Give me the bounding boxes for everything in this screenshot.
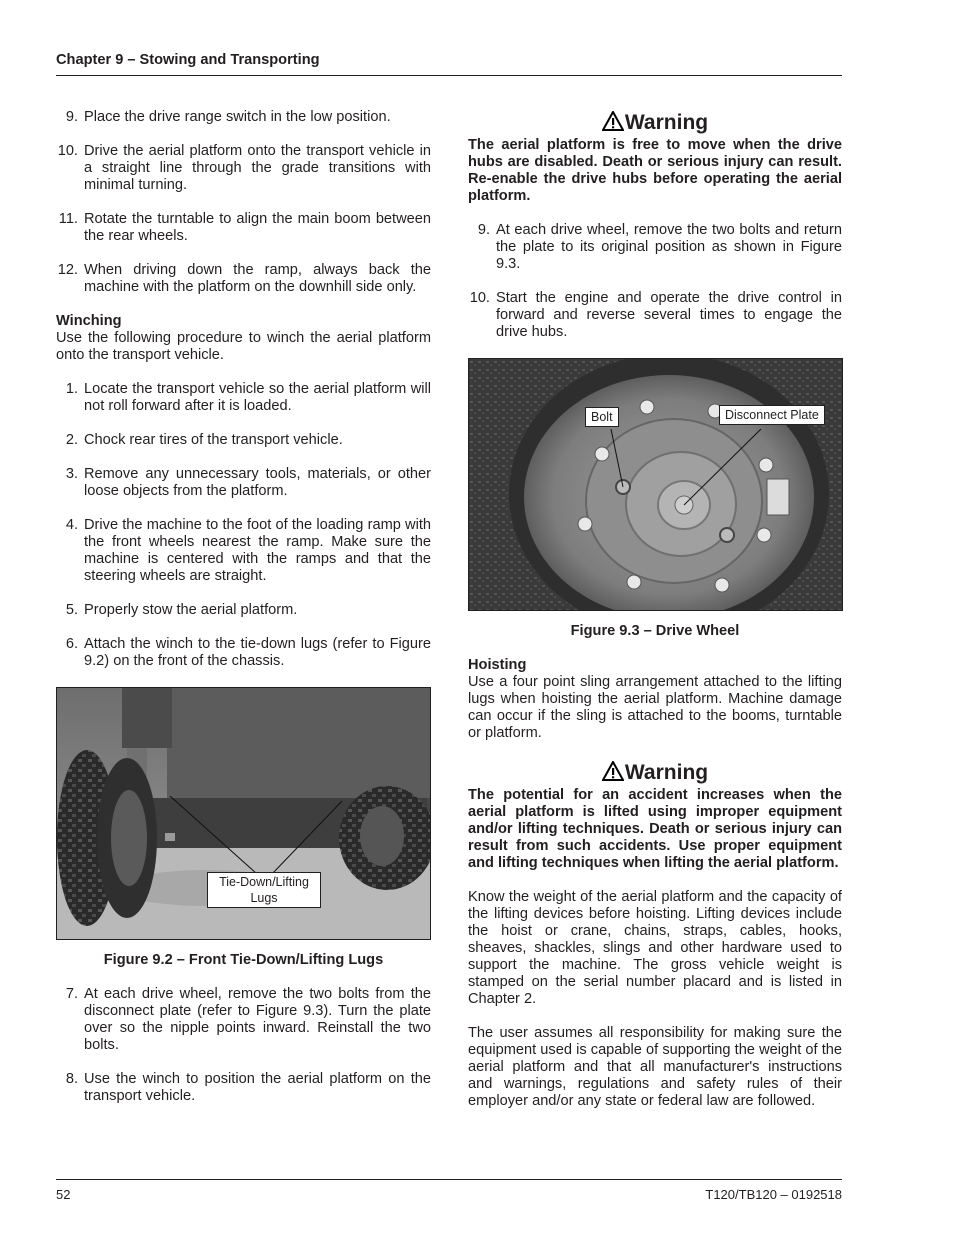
steps-list-c: [56, 986, 431, 1105]
responsibility-paragraph: The user assumes all responsibility for making sure the equipment used is capable of supporting the weight of the aerial platform and that all manufacturer's instructions and warnings, regulations and safety rules of their employer and/or any state or federal law are followed.: [468, 1025, 842, 1109]
steps-list-a: [56, 109, 431, 296]
list-item: 7. At each drive wheel, remove the two bolts from the disconnect plate (refer to Figure 9.3). Turn the plate over so the nipple points inward. Reinstall the two bolts.: [65, 986, 431, 1053]
list-item: 10. Drive the aerial platform onto the transport vehicle in a straight line through the grade transitions with minimal turning.: [57, 143, 431, 193]
document-id: T120/TB120 – 0192518: [705, 1187, 842, 1202]
warning-triangle-icon: [602, 111, 624, 131]
list-item: 6. Attach the winch to the tie-down lugs (refer to Figure 9.2) on the front of the chassis.: [65, 636, 431, 669]
figure-9-3-caption: Figure 9.3 – Drive Wheel: [570, 623, 740, 639]
list-item: 2. Chock rear tires of the transport vehicle.: [65, 432, 343, 448]
list-item: 8. Use the winch to position the aerial platform on the transport vehicle.: [65, 1071, 431, 1104]
list-item: 5. Properly stow the aerial platform.: [65, 602, 298, 618]
footer-divider: [56, 1179, 842, 1180]
figure-9-2-photo: [56, 687, 431, 940]
figure-9-2-caption: Figure 9.2 – Front Tie-Down/Lifting Lugs: [103, 952, 384, 968]
left-column: [56, 109, 431, 1122]
weight-paragraph: Know the weight of the aerial platform and the capacity of the lifting devices before hoisting. Lifting devices include the hoist or crane, chains, straps, cables, hooks, sheaves, shackles, slings and other hardware used to support the machine. The gross vehicle weight is stamped on the serial number placard and is listed in Chapter 2.: [468, 889, 842, 1007]
warning-text-2: The potential for an accident increases when the aerial platform is lifted using improper equipment and/or lifting techniques. Death or serious injury can result from such accidents. Use proper equipment and lifting techniques when lifting the aerial platform.: [468, 787, 842, 871]
list-item: 4. Drive the machine to the foot of the loading ramp with the front wheels nearest the ramp. Make sure the machine is centered with the ramps and that the steering wheels are straight.: [65, 517, 431, 584]
callout-bolt: Bolt: [585, 407, 619, 427]
warning-triangle-icon: [602, 761, 624, 781]
figure-9-3-photo: [468, 358, 843, 611]
hoisting-intro: Use a four point sling arrangement attached to the lifting lugs when hoisting the aerial platform. Machine damage can occur if the sling is attached to the booms, turntable or platform.: [468, 674, 842, 741]
list-item: 11. Rotate the turntable to align the main boom between the rear wheels.: [58, 211, 431, 244]
drive-wheel-photo: [469, 359, 842, 610]
hoisting-heading: Hoisting: [468, 657, 527, 673]
warning-heading-1: Warning: [468, 109, 842, 135]
list-item: 12. When driving down the ramp, always back the machine with the platform on the downhill side only.: [57, 262, 431, 295]
right-column: [468, 109, 842, 1127]
page-number: 52: [56, 1187, 71, 1202]
list-item: 10. Start the engine and operate the drive control in forward and reverse several times to engage the drive hubs.: [469, 290, 842, 340]
callout-tie-down-lugs: Tie-Down/Lifting Lugs: [207, 872, 321, 908]
warning-heading-2: Warning: [468, 759, 842, 785]
chapter-header: Chapter 9 – Stowing and Transporting: [56, 52, 320, 68]
winching-heading: Winching: [56, 313, 122, 329]
steps-list-b: [56, 381, 431, 670]
list-item: 9. At each drive wheel, remove the two bolts and return the plate to its original position as shown in Figure 9.3.: [477, 222, 842, 272]
list-item: 9. Place the drive range switch in the low position.: [65, 109, 391, 125]
steps-list-d: [468, 222, 842, 341]
winching-intro: Use the following procedure to winch the aerial platform onto the transport vehicle.: [56, 330, 431, 363]
callout-disconnect-plate: Disconnect Plate: [719, 405, 825, 425]
warning-text-1: The aerial platform is free to move when the drive hubs are disabled. Death or serious injury can result. Re-enable the drive hubs before operating the aerial platform.: [468, 137, 842, 204]
list-item: 3. Remove any unnecessary tools, materials, or other loose objects from the platform.: [65, 466, 431, 499]
list-item: 1. Locate the transport vehicle so the aerial platform will not roll forward after it is loaded.: [65, 381, 431, 414]
header-divider: [56, 75, 842, 76]
